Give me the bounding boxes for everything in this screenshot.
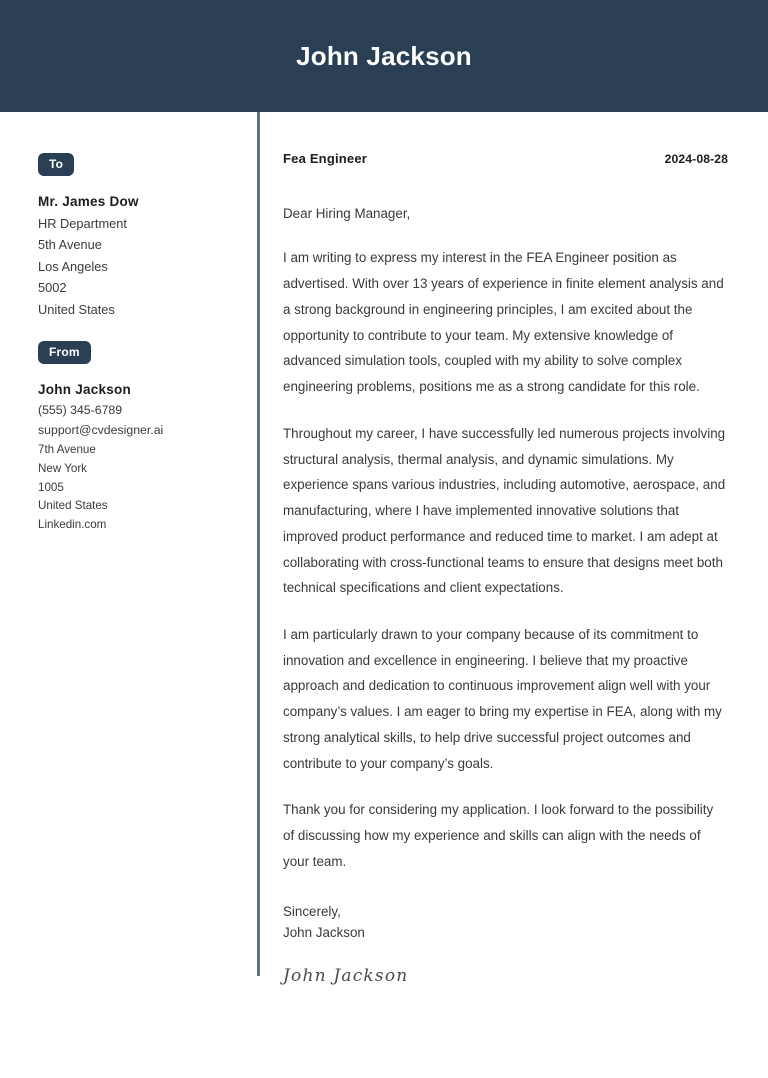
sender-block [38,341,243,535]
sender-line-city: New York [38,461,87,475]
letter-paragraph: Thank you for considering my application. I look forward to the possibility of discussing how my experience and skills can align with the needs of your team. [283,802,714,869]
to-badge-wrapper [38,153,243,176]
header-banner [0,0,768,112]
sender-linkedin[interactable]: Linkedin.com [38,518,107,532]
sender-line-postcode: 1005 [38,480,64,494]
signature: John Jackson [283,966,409,986]
recipient-line-city: Los Angeles [38,258,108,274]
document-body [0,112,768,1078]
recipient-line-country: United States [38,301,115,317]
recipient-line-postcode: 5002 [38,280,67,296]
letter-paragraph: I am particularly drawn to your company because of its commitment to innovation and excellence in engineering. I believe that my proactive approach and dedication to continuous improvement align well with your company’s values. I am eager to bring my expertise in FEA, along with my strong analytical skills, to help drive successful project outcomes and contribute to your company’s goals. [283,626,722,771]
letter-date: 2024-08-28 [664,152,728,166]
from-badge-wrapper [38,341,243,364]
sender-phone[interactable]: (555) 345-6789 [38,403,123,418]
closing-block [283,901,728,944]
from-badge: From [38,341,91,364]
recipient-name: Mr. James Dow [38,194,139,209]
to-badge: To [38,153,74,176]
sender-line-street: 7th Avenue [38,443,96,457]
letter-content [283,112,728,986]
closing-salutation: Sincerely, [283,903,341,919]
sender-line-country: United States [38,499,108,513]
sender-email[interactable]: support@cvdesigner.ai [38,423,164,438]
page-title: John Jackson [296,41,472,71]
sender-name: John Jackson [38,382,132,398]
salutation: Dear Hiring Manager, [283,206,411,221]
job-title: Fea Engineer [283,151,368,166]
letter-paragraph: I am writing to express my interest in the FEA Engineer position as advertised. With over 13 years of experience in finite element analysis and a strong background in engineering principles, I am excited about the opportunity to contribute to your team. My extensive knowledge of advanced simulation tools, coupled with my ability to solve complex engineering problems, positions me as a strong candidate for this role. [283,250,724,395]
sidebar [38,112,243,535]
column-divider [257,112,260,976]
letter-paragraph: Throughout my career, I have successfully led numerous projects involving structural analysis, thermal analysis, and dynamic simulations. My experience spans various industries, including automotive, aerospace, and manufacturing, where I have implemented innovative solutions that improved product performance and reduced time to market. I am adept at collaborating with cross-functional teams to ensure that designs meet both technical specifications and client expectations. [283,425,726,596]
recipient-line-street: 5th Avenue [38,237,102,253]
closing-name: John Jackson [283,925,365,941]
letter-header-row [283,151,728,166]
recipient-block [38,153,243,320]
recipient-line-department: HR Department [38,215,127,231]
